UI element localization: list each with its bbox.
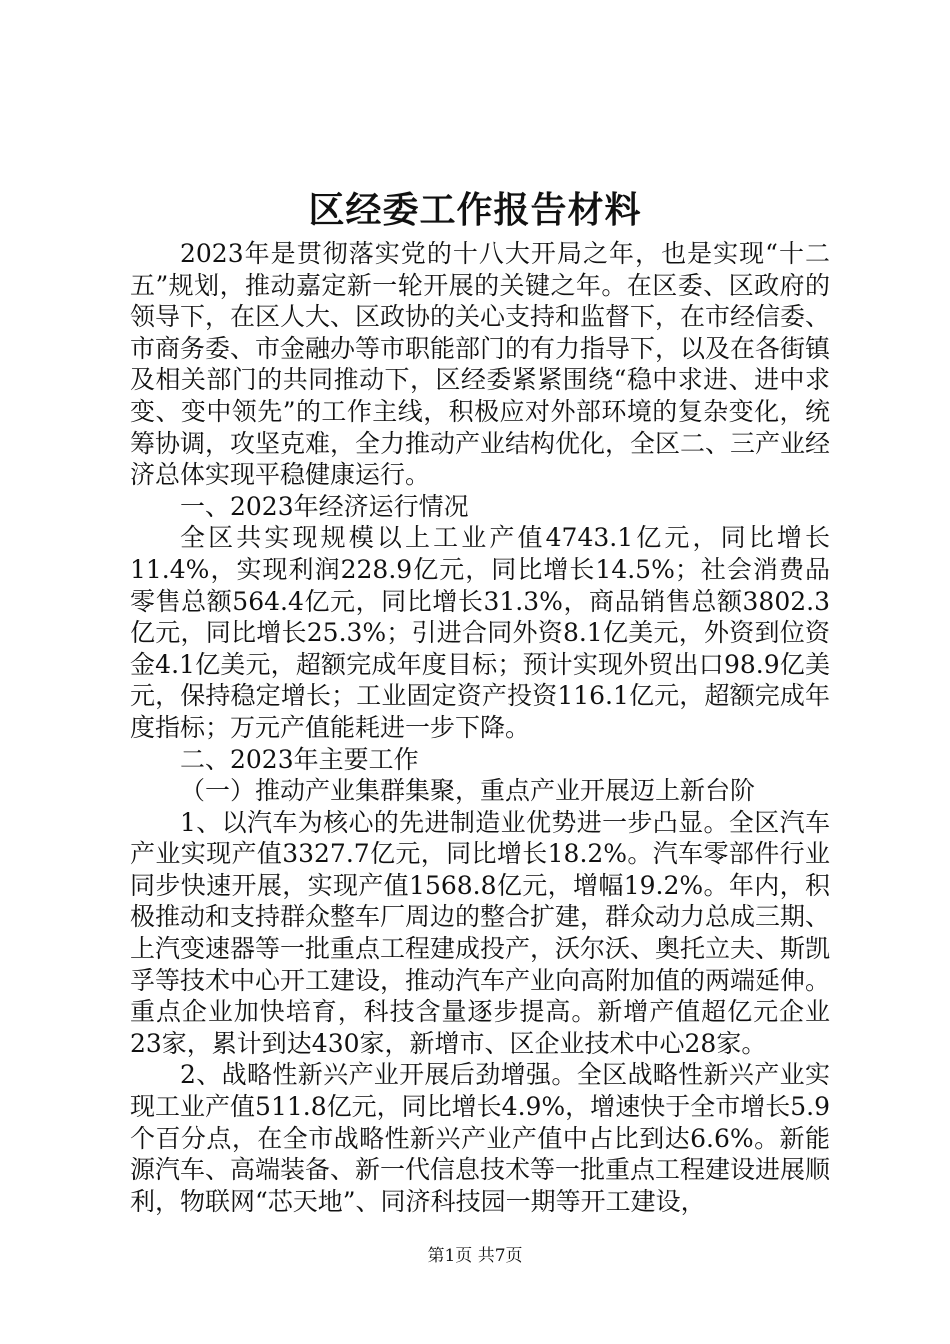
page-footer: 第1页 共7页	[427, 1246, 523, 1266]
auto-industry-paragraph: 1、以汽车为核心的先进制造业优势进一步凸显。全区汽车产业实现产值3327.7亿元，同比增长18.2%。汽车零部件行业同步快速开展，实现产值1568.8亿元，增幅19.2%。年内，积极推动和支持群众整车厂周边的整合扩建，群众动力总成三期、上汽变速器等一批重点工程建成投产，沃尔沃、奥托立夫、斯凯孚等技术中心开工建设，推动汽车产业向高附加值的两端延伸。重点企业加快培育，科技含量逐步提高。新增产值超亿元企业23家，累计到达430家，新增市、区企业技术中心28家。	[130, 807, 831, 1058]
section-heading-1: 一、2023年经济运行情况	[180, 491, 469, 521]
economic-stats-paragraph: 全区共实现规模以上工业产值4743.1亿元，同比增长11.4%，实现利润228.9亿元，同比增长14.5%；社会消费品零售总额564.4亿元，同比增长31.3%，商品销售总额3802.3亿元，同比增长25.3%；引进合同外资8.1亿美元，外资到位资金4.1亿美元，超额完成年度目标；预计实现外贸出口98.9亿美元，保持稳定增长；工业固定资产投资116.1亿元，超额完成年度指标；万元产值能耗进一步下降。	[130, 523, 830, 742]
intro-paragraph: 2023年是贯彻落实党的十八大开局之年，也是实现“十二五”规划，推动嘉定新一轮开展的关键之年。在区委、区政府的领导下，在区人大、区政协的关心支持和监督下，在市经信委、市商务委、市金融办等市职能部门的有力指导下，以及在各街镇及相关部门的共同推动下，区经委紧紧围绕“稳中求进、进中求变、变中领先”的工作主线，积极应对外部环境的复杂变化，统筹协调，攻坚克难，全力推动产业结构优化，全区二、三产业经济总体实现平稳健康运行。	[130, 239, 831, 490]
document-body	[130, 238, 830, 1217]
document-title: 区经委工作报告材料	[308, 189, 642, 231]
emerging-industry-paragraph: 2、战略性新兴产业开展后劲增强。全区战略性新兴产业实现工业产值511.8亿元，同比增长4.9%，增速快于全市增长5.9个百分点，在全市战略性新兴产业产值中占比到达6.6%。新能源汽车、高端装备、新一代信息技术等一批重点工程建设进展顺利，物联网“芯天地”、同济科技园一期等开工建设，	[130, 1060, 831, 1216]
section-heading-2: 二、2023年主要工作	[180, 744, 419, 774]
subsection-heading-1: （一）推动产业集群集聚，重点产业开展迈上新台阶	[180, 776, 756, 806]
